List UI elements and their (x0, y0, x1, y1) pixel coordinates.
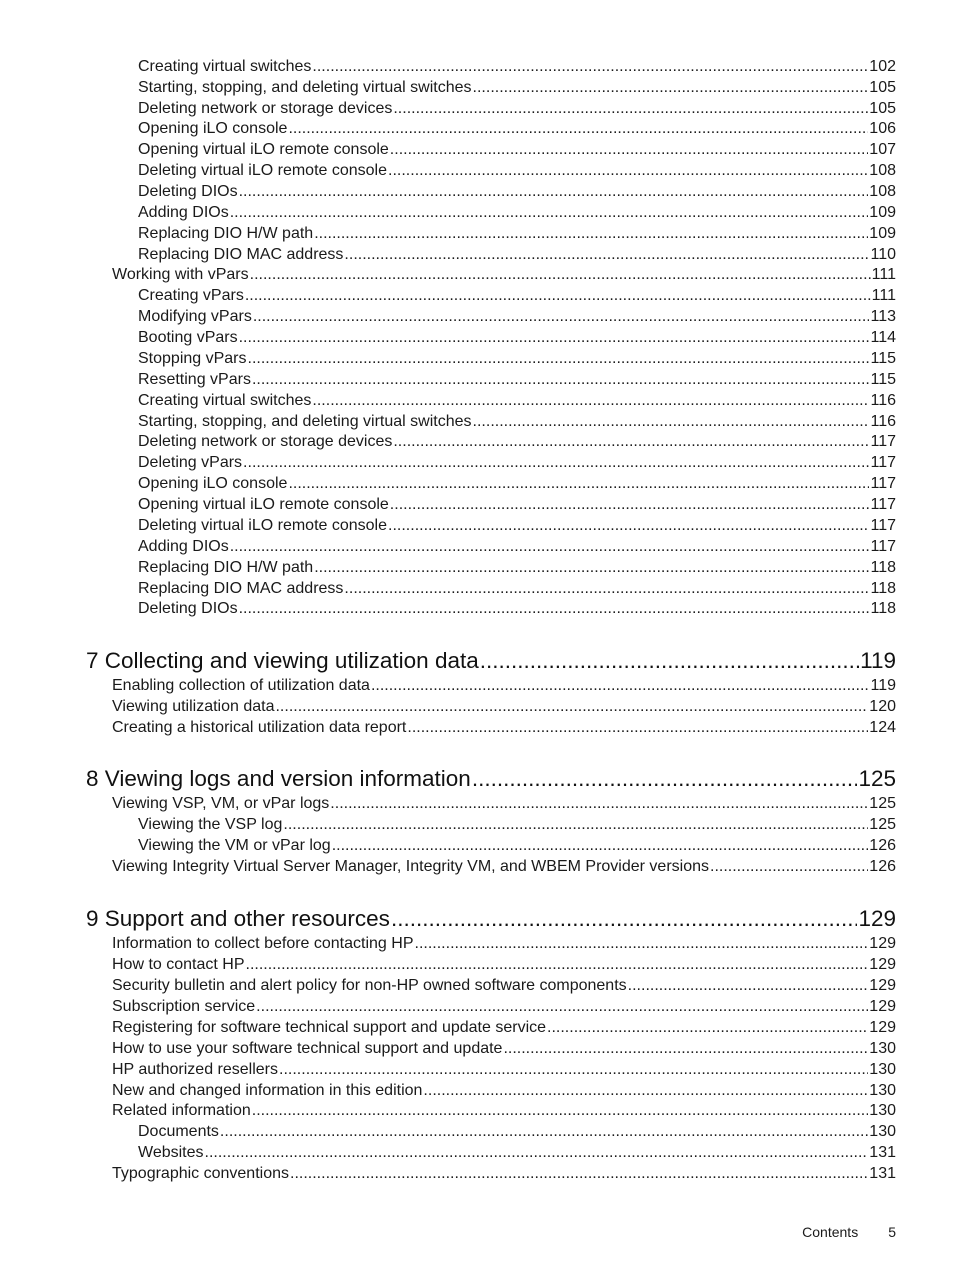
toc-entry-title: Deleting network or storage devices (138, 433, 393, 450)
toc-entry-title: Registering for software technical support and update service (112, 1019, 547, 1036)
toc-entry-title: Creating virtual switches (138, 392, 312, 409)
toc-entry-page: 110 (870, 246, 896, 263)
toc-leader-dots (252, 1100, 869, 1121)
toc-entry[interactable] (112, 1059, 896, 1080)
toc-entry-title: Stopping vPars (138, 350, 247, 367)
toc-entry[interactable] (138, 369, 896, 390)
toc-entry[interactable] (138, 348, 896, 369)
toc-entry-page: 118 (870, 600, 896, 617)
toc-entry-title: Deleting DIOs (138, 183, 238, 200)
page-footer (802, 1222, 896, 1242)
toc-leader-dots (330, 793, 868, 814)
toc-entry[interactable] (138, 431, 896, 452)
toc-entry-title: Deleting DIOs (138, 600, 238, 617)
toc-entry-page: 131 (869, 1165, 896, 1182)
toc-chapter-entry[interactable] (86, 764, 896, 794)
toc-leader-dots (312, 390, 869, 411)
toc-entry-title: How to contact HP (112, 956, 245, 973)
toc-entry-page: 126 (869, 837, 896, 854)
toc-entry-page: 117 (870, 454, 896, 471)
toc-entry-page: 126 (869, 858, 896, 875)
toc-entry-page: 109 (869, 204, 896, 221)
toc-entry-page: 130 (869, 1082, 896, 1099)
toc-leader-dots (710, 856, 868, 877)
toc-entry-title: Viewing Integrity Virtual Server Manager, Integrity VM, and WBEM Provider versions (112, 858, 709, 875)
toc-leader-dots (393, 431, 869, 452)
toc-leader-dots (290, 1163, 868, 1184)
toc-entry-page: 118 (870, 559, 896, 576)
toc-entry[interactable] (112, 717, 896, 738)
toc-leader-dots (423, 1080, 868, 1101)
toc-entry-title: Viewing the VM or vPar log (138, 837, 331, 854)
toc-entry[interactable] (112, 696, 896, 717)
toc-entry[interactable] (138, 118, 896, 139)
toc-entry-page: 117 (870, 475, 896, 492)
toc-entry-page: 116 (870, 392, 896, 409)
toc-entry-page: 129 (869, 977, 896, 994)
toc-leader-dots (205, 1142, 869, 1163)
toc-leader-dots (314, 557, 869, 578)
toc-entry-title: HP authorized resellers (112, 1061, 279, 1078)
toc-entry-page: 130 (869, 1102, 896, 1119)
toc-entry[interactable] (138, 473, 896, 494)
toc-entry[interactable] (138, 557, 896, 578)
toc-leader-dots (388, 160, 868, 181)
toc-leader-dots (415, 933, 869, 954)
toc-chapter-entry[interactable] (86, 646, 896, 676)
toc-entry-page: 115 (870, 350, 896, 367)
toc-entry-page: 107 (869, 141, 896, 158)
toc-entry[interactable] (138, 578, 896, 599)
toc-entry[interactable] (138, 181, 896, 202)
toc-entry-page: 117 (870, 538, 896, 555)
toc-leader-dots (393, 98, 868, 119)
toc-leader-dots (253, 306, 870, 327)
toc-entry[interactable] (112, 264, 896, 285)
toc-entry-page: 124 (869, 719, 896, 736)
toc-entry-page: 129 (869, 956, 896, 973)
toc-entry[interactable] (138, 515, 896, 536)
toc-entry-page: 130 (869, 1040, 896, 1057)
toc-entry[interactable] (138, 598, 896, 619)
toc-entry-page: 113 (870, 308, 896, 325)
toc-entry[interactable] (138, 536, 896, 557)
toc-entry-title: Replacing DIO MAC address (138, 246, 344, 263)
toc-entry[interactable] (112, 675, 896, 696)
toc-entry-title: Creating virtual switches (138, 58, 312, 75)
toc-entry-title: Starting, stopping, and deleting virtual switches (138, 413, 472, 430)
toc-entry-title: Replacing DIO H/W path (138, 559, 314, 576)
toc-entry[interactable] (138, 411, 896, 432)
toc-leader-dots (628, 975, 869, 996)
toc-entry[interactable] (138, 202, 896, 223)
toc-entry[interactable] (138, 160, 896, 181)
toc-entry-page: 111 (871, 287, 896, 304)
toc-entry-title: Subscription service (112, 998, 256, 1015)
toc-entry-page: 129 (869, 1019, 896, 1036)
toc-entry-title: Opening iLO console (138, 120, 288, 137)
toc-entry-title: Viewing utilization data (112, 698, 275, 715)
toc-entry-title: Deleting virtual iLO remote console (138, 162, 388, 179)
toc-entry[interactable] (112, 1038, 896, 1059)
toc-entry[interactable] (138, 139, 896, 160)
toc-entry-page: 111 (871, 266, 896, 283)
toc-entry-title: 8 Viewing logs and version information (86, 766, 471, 791)
toc-entry[interactable] (138, 452, 896, 473)
toc-entry[interactable] (112, 975, 896, 996)
toc-leader-dots (288, 118, 868, 139)
toc-entry-title: Opening iLO console (138, 475, 288, 492)
toc-entry-page: 130 (869, 1123, 896, 1140)
toc-leader-dots (472, 764, 858, 794)
toc-entry-page: 105 (869, 79, 896, 96)
toc-entry[interactable] (112, 933, 896, 954)
toc-leader-dots (275, 696, 868, 717)
toc-entry-page: 117 (870, 517, 896, 534)
toc-entry-page: 114 (870, 329, 896, 346)
toc-entry[interactable] (112, 954, 896, 975)
footer-label: Contents (802, 1224, 859, 1240)
toc-entry[interactable] (138, 285, 896, 306)
toc-leader-dots (243, 452, 869, 473)
toc-entry-page: 116 (870, 413, 896, 430)
toc-entry-page: 117 (870, 496, 896, 513)
toc-entry[interactable] (112, 1100, 896, 1121)
toc-entry-page: 102 (869, 58, 896, 75)
toc-entry-title: Typographic conventions (112, 1165, 289, 1182)
toc-entry-title: 7 Collecting and viewing utilization data (86, 648, 479, 673)
toc-entry-title: Deleting virtual iLO remote console (138, 517, 388, 534)
toc-entry-page: 120 (869, 698, 896, 715)
toc-leader-dots (473, 77, 869, 98)
toc-entry-page: 131 (869, 1144, 896, 1161)
toc-entry-page: 125 (869, 816, 896, 833)
toc-entry-title: Related information (112, 1102, 251, 1119)
toc-leader-dots (220, 1121, 868, 1142)
toc-entry[interactable] (138, 814, 896, 835)
toc-entry-page: 125 (869, 795, 896, 812)
toc-entry-title: Viewing VSP, VM, or vPar logs (112, 795, 330, 812)
toc-entry-page: 130 (869, 1061, 896, 1078)
toc-entry-page: 108 (869, 183, 896, 200)
toc-entry-page: 108 (869, 162, 896, 179)
toc-leader-dots (473, 411, 870, 432)
toc-entry-title: Opening virtual iLO remote console (138, 141, 389, 158)
toc-entry[interactable] (138, 244, 896, 265)
toc-entry-title: Viewing the VSP log (138, 816, 283, 833)
toc-entry[interactable] (112, 793, 896, 814)
toc-entry-page: 119 (870, 677, 896, 694)
toc-entry-page: 119 (860, 648, 896, 673)
toc-entry-title: Replacing DIO MAC address (138, 580, 344, 597)
toc-entry-title: Information to collect before contacting HP (112, 935, 414, 952)
toc-entry-title: Deleting network or storage devices (138, 100, 393, 117)
toc-entry-page: 129 (869, 935, 896, 952)
toc-entry-page: 105 (869, 100, 896, 117)
toc-leader-dots (312, 56, 868, 77)
toc-entry[interactable] (138, 835, 896, 856)
toc-leader-dots (332, 835, 869, 856)
toc-entry-page: 115 (870, 371, 896, 388)
toc-entry-page: 117 (870, 433, 896, 450)
toc-leader-dots (390, 139, 869, 160)
toc-leader-dots (239, 327, 870, 348)
toc-entry-title: Booting vPars (138, 329, 238, 346)
toc-leader-dots (239, 181, 869, 202)
toc-entry-title: New and changed information in this edition (112, 1082, 423, 1099)
toc-leader-dots (391, 904, 858, 934)
toc-leader-dots (256, 996, 868, 1017)
toc-entry[interactable] (112, 856, 896, 877)
toc-entry-title: Modifying vPars (138, 308, 252, 325)
toc-entry[interactable] (138, 77, 896, 98)
toc-leader-dots (245, 285, 871, 306)
toc-entry-title: Adding DIOs (138, 538, 229, 555)
toc-entry[interactable] (138, 390, 896, 411)
toc-leader-dots (547, 1017, 868, 1038)
toc-leader-dots (246, 954, 869, 975)
toc-entry[interactable] (112, 1163, 896, 1184)
toc-entry-page: 106 (869, 120, 896, 137)
toc-entry[interactable] (138, 223, 896, 244)
toc-entry-title: Replacing DIO H/W path (138, 225, 314, 242)
toc-entry[interactable] (138, 494, 896, 515)
toc-entry-title: Documents (138, 1123, 219, 1140)
toc-leader-dots (407, 717, 868, 738)
toc-entry[interactable] (112, 996, 896, 1017)
toc-entry-page: 118 (870, 580, 896, 597)
toc-entry[interactable] (138, 56, 896, 77)
toc-leader-dots (314, 223, 868, 244)
toc-leader-dots (503, 1038, 868, 1059)
toc-entry-title: Security bulletin and alert policy for non-HP owned software components (112, 977, 627, 994)
toc-entry[interactable] (112, 1017, 896, 1038)
toc-leader-dots (252, 369, 870, 390)
toc-leader-dots (480, 646, 859, 676)
toc-entry-title: Opening virtual iLO remote console (138, 496, 389, 513)
toc-leader-dots (230, 536, 870, 557)
toc-entry-page: 125 (858, 766, 896, 791)
toc-entry-page: 129 (869, 998, 896, 1015)
toc-chapter-entry[interactable] (86, 904, 896, 934)
toc-entry-title: Deleting vPars (138, 454, 243, 471)
toc-entry-page: 109 (869, 225, 896, 242)
toc-entry-title: Working with vPars (112, 266, 249, 283)
toc-entry[interactable] (138, 1142, 896, 1163)
toc-entry[interactable] (138, 306, 896, 327)
toc-entry-title: How to use your software technical support and update (112, 1040, 503, 1057)
toc-entry-title: 9 Support and other resources (86, 906, 390, 931)
toc-entry[interactable] (138, 327, 896, 348)
toc-leader-dots (250, 264, 871, 285)
toc-leader-dots (390, 494, 870, 515)
toc-leader-dots (288, 473, 869, 494)
toc-leader-dots (388, 515, 869, 536)
toc-entry-title: Creating vPars (138, 287, 244, 304)
toc-entry-title: Creating a historical utilization data report (112, 719, 407, 736)
toc-leader-dots (344, 244, 869, 265)
toc-leader-dots (344, 578, 869, 599)
toc-entry-title: Resetting vPars (138, 371, 251, 388)
toc-leader-dots (283, 814, 868, 835)
toc-leader-dots (371, 675, 870, 696)
toc-leader-dots (239, 598, 870, 619)
toc-entry[interactable] (112, 1080, 896, 1101)
toc-leader-dots (248, 348, 870, 369)
toc-entry-title: Enabling collection of utilization data (112, 677, 370, 694)
toc-entry-title: Websites (138, 1144, 204, 1161)
toc-leader-dots (279, 1059, 868, 1080)
toc-entry-title: Starting, stopping, and deleting virtual switches (138, 79, 472, 96)
toc-entry-page: 129 (858, 906, 896, 931)
toc-leader-dots (230, 202, 869, 223)
footer-page-number: 5 (888, 1224, 896, 1240)
toc-entry[interactable] (138, 98, 896, 119)
toc-entry[interactable] (138, 1121, 896, 1142)
toc-entry-title: Adding DIOs (138, 204, 229, 221)
